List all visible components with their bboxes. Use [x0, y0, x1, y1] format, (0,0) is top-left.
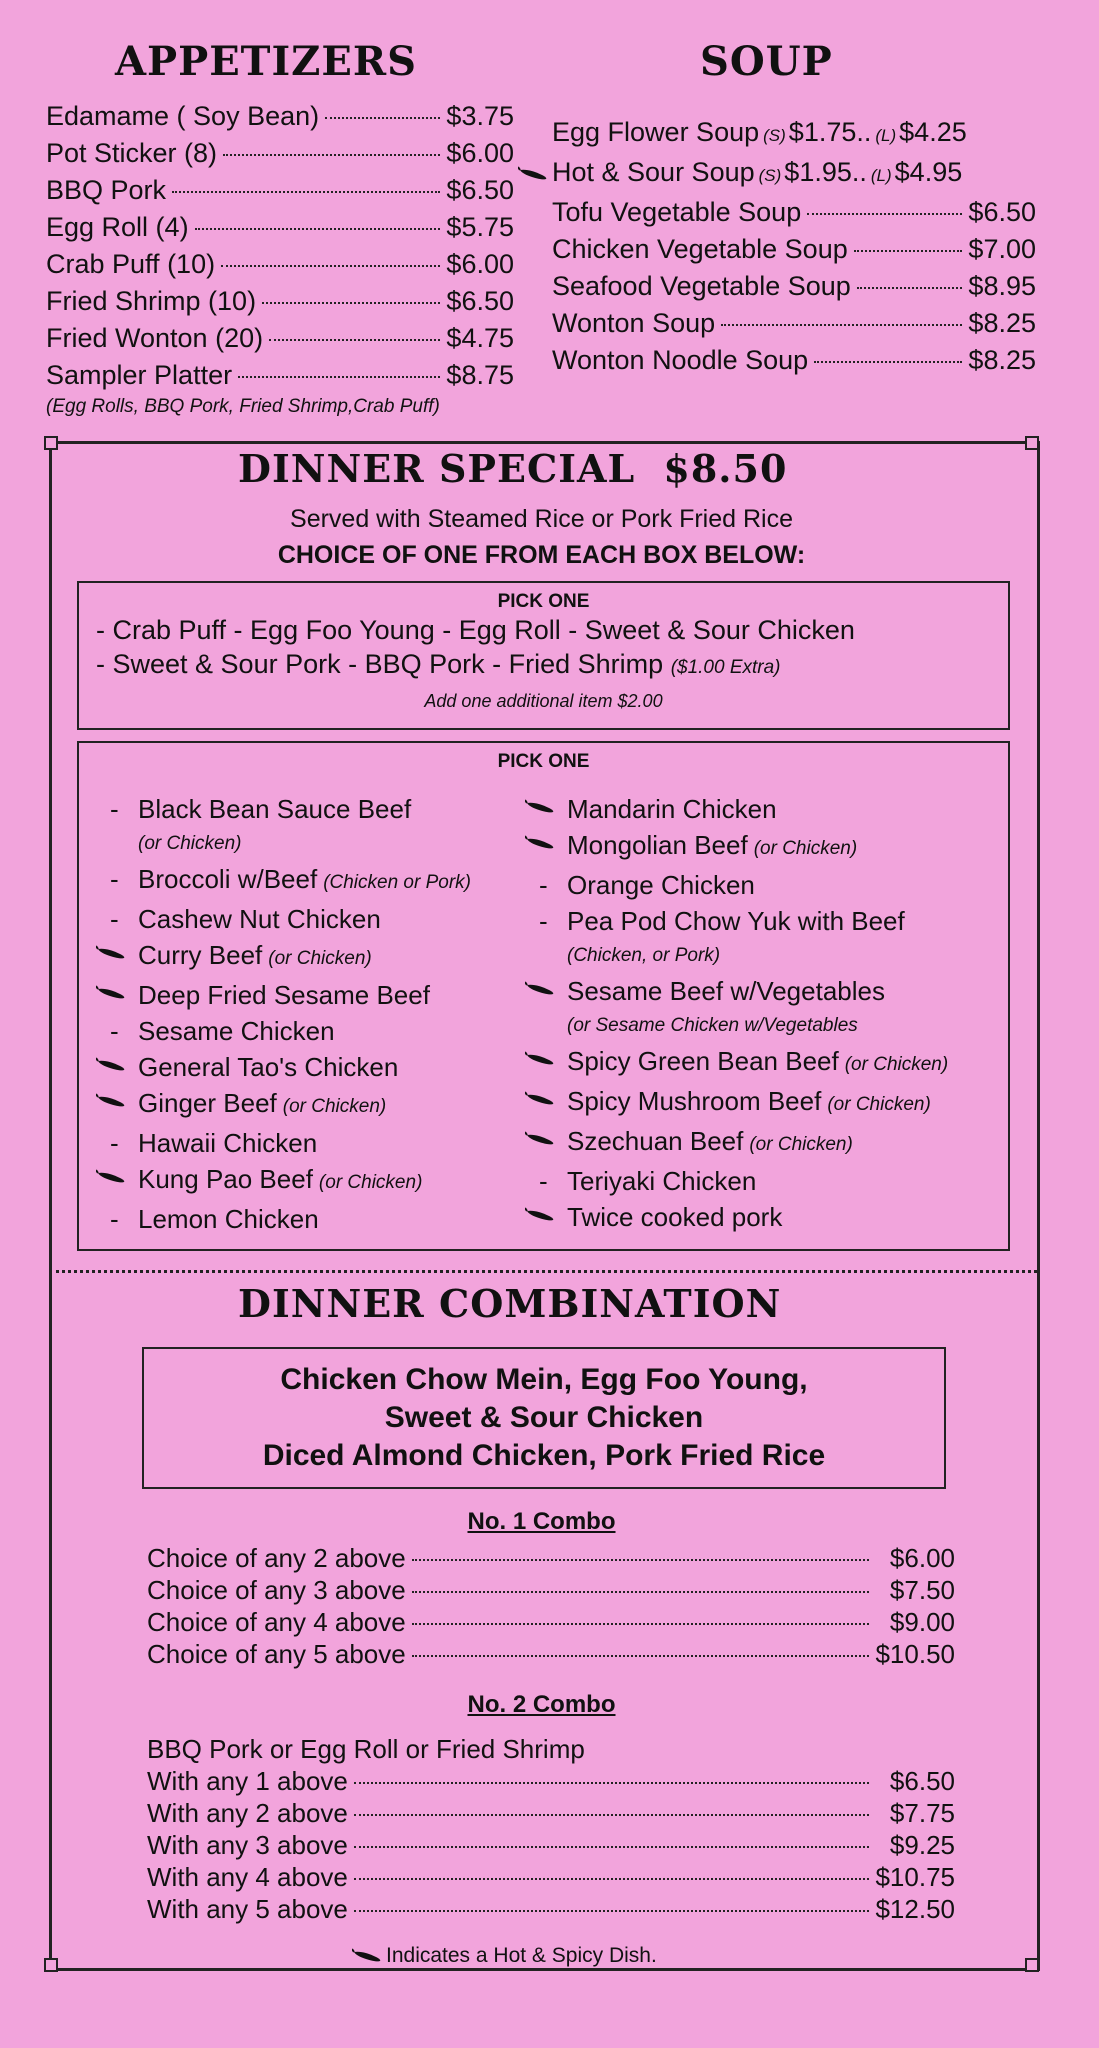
legend-text: Indicates a Hot & Spicy Dish. — [386, 1944, 657, 1967]
combination-box-lines — [144, 1361, 944, 1475]
combination-box — [142, 1347, 946, 1489]
sampler-note: (Egg Rolls, BBQ Pork, Fried Shrimp,Crab Puff) — [46, 396, 440, 417]
size-label: (L) — [870, 166, 892, 185]
dish-name: Deep Fried Sesame Beef — [138, 980, 430, 1010]
dish-name: Ginger Beef — [138, 1088, 277, 1118]
dot-leader — [814, 361, 962, 363]
combo-row — [147, 1606, 955, 1638]
dish-name: Mandarin Chicken — [567, 794, 777, 824]
list-item — [96, 861, 536, 901]
section-divider — [49, 1270, 1037, 1273]
pepper-icon — [525, 981, 555, 997]
pepper-icon — [96, 985, 126, 1001]
pick-list-right — [525, 791, 1005, 1235]
served-with: Served with Steamed Rice or Pork Fried Rice — [290, 505, 793, 533]
pepper-icon — [525, 1207, 555, 1223]
dish-name: Teriyaki Chicken — [567, 1166, 757, 1196]
item-price: $6.50 — [446, 286, 514, 316]
item-name: Fried Shrimp (10) — [46, 286, 257, 316]
item-name: Pot Sticker (8) — [46, 138, 218, 168]
dot-leader — [195, 228, 441, 230]
combo-row — [147, 1861, 955, 1893]
list-item — [96, 1161, 536, 1201]
combo-row — [147, 1574, 955, 1606]
dot-leader — [721, 324, 962, 326]
dish-note: (or Chicken) — [844, 1054, 949, 1075]
combo-label: Choice of any 2 above — [147, 1543, 406, 1573]
combo-row — [147, 1797, 955, 1829]
list-item — [96, 937, 536, 977]
combo2-intro: BBQ Pork or Egg Roll or Fried Shrimp — [147, 1734, 585, 1764]
menu-item — [46, 320, 514, 357]
item-name: Egg Flower Soup — [552, 117, 760, 147]
dot-leader — [412, 1655, 869, 1657]
item-price: $1.95.. — [784, 157, 867, 187]
combo-row — [147, 1542, 955, 1574]
combo-label: With any 2 above — [147, 1798, 348, 1828]
dot-leader — [354, 1846, 869, 1848]
dish-name: Spicy Mushroom Beef — [567, 1086, 822, 1116]
menu-item — [552, 305, 1036, 342]
item-price: $8.25 — [968, 308, 1036, 338]
dot-leader — [857, 287, 963, 289]
combo-row — [147, 1829, 955, 1861]
dot-leader — [807, 213, 962, 215]
menu-item — [552, 194, 1036, 231]
list-item — [96, 791, 536, 827]
box1-line1: - Crab Puff - Egg Foo Young - Egg Roll - Sweet & Sour Chicken — [96, 615, 855, 645]
add-note: Add one additional item $2.00 — [424, 691, 663, 711]
frame-corner — [44, 1958, 58, 1972]
item-price: $6.00 — [446, 138, 514, 168]
pick-one-title: PICK ONE — [497, 751, 590, 772]
list-item — [96, 1049, 536, 1085]
bullet: - — [539, 906, 548, 936]
soup-title: SOUP — [700, 38, 833, 85]
combo1-list — [147, 1542, 955, 1670]
combo1-title: No. 1 Combo — [467, 1508, 616, 1535]
item-price: $4.25 — [899, 117, 967, 147]
item-price: $8.95 — [968, 271, 1036, 301]
item-name: Tofu Vegetable Soup — [552, 197, 802, 227]
combo-price: $10.50 — [875, 1639, 955, 1669]
pepper-icon — [525, 1051, 555, 1067]
box1-line2-extra: ($1.00 Extra) — [670, 657, 781, 678]
item-price: $6.50 — [968, 197, 1036, 227]
list-item — [525, 1199, 1005, 1235]
item-name: Seafood Vegetable Soup — [552, 271, 851, 301]
pepper-icon — [96, 1057, 126, 1073]
menu-item — [552, 154, 1036, 194]
item-name: Crab Puff (10) — [46, 249, 216, 279]
bullet: - — [110, 1016, 119, 1046]
item-name: Chicken Vegetable Soup — [552, 234, 848, 264]
size-label: (S) — [758, 166, 782, 185]
combo-label: With any 5 above — [147, 1894, 348, 1924]
appetizers-list — [46, 98, 514, 394]
list-item — [96, 1085, 536, 1125]
soup-list — [552, 114, 1036, 379]
dish-note: (or Chicken) — [268, 948, 372, 969]
item-name: Hot & Sour Soup — [552, 157, 755, 187]
combo-price: $12.50 — [875, 1894, 955, 1924]
choice-line: CHOICE OF ONE FROM EACH BOX BELOW: — [277, 541, 806, 569]
item-price: $3.75 — [446, 101, 514, 131]
dot-leader — [412, 1591, 869, 1593]
dish-name: Twice cooked pork — [567, 1202, 783, 1232]
dish-name: Hawaii Chicken — [138, 1128, 318, 1158]
combo-price: $6.50 — [889, 1766, 955, 1796]
item-price: $4.95 — [894, 157, 963, 187]
spicy-legend — [352, 1944, 657, 1968]
bullet: - — [110, 904, 119, 934]
dot-leader — [325, 117, 440, 119]
dinner-special-heading — [238, 446, 787, 491]
list-item — [96, 977, 536, 1013]
dot-leader — [412, 1623, 869, 1625]
pepper-icon — [96, 1093, 126, 1109]
dot-leader — [262, 302, 440, 304]
list-item — [96, 901, 536, 937]
menu-item — [552, 114, 1036, 154]
pepper-icon — [518, 166, 548, 182]
dish-name: Lemon Chicken — [138, 1204, 319, 1234]
dot-leader — [412, 1559, 869, 1561]
dot-leader — [221, 265, 440, 267]
list-item — [96, 1201, 536, 1237]
dish-name: Spicy Green Bean Beef — [567, 1046, 839, 1076]
combo-label: Choice of any 4 above — [147, 1607, 406, 1637]
dish-name: Kung Pao Beef — [138, 1164, 313, 1194]
pick-list-left — [96, 791, 536, 1237]
pepper-icon — [96, 1169, 126, 1185]
dish-subline: (or Sesame Chicken w/Vegetables — [567, 1015, 858, 1036]
item-price: $8.75 — [446, 360, 514, 390]
combo2-list — [147, 1765, 955, 1925]
dot-leader — [354, 1910, 869, 1912]
dish-name: Sesame Beef w/Vegetables — [567, 976, 885, 1006]
size-label: (S) — [763, 126, 786, 145]
dinner-special-title: DINNER SPECIAL — [238, 446, 636, 491]
dish-note: (or Chicken) — [318, 1172, 423, 1193]
dot-leader — [854, 250, 963, 252]
combo-price: $6.00 — [889, 1543, 955, 1573]
item-price: $4.75 — [446, 323, 514, 353]
list-item — [525, 973, 1005, 1009]
list-item — [96, 1013, 536, 1049]
box1-line2 — [79, 647, 1008, 685]
dish-note: (or Chicken) — [749, 1134, 853, 1155]
list-item — [525, 1163, 1005, 1199]
menu-item — [46, 357, 514, 394]
pepper-icon — [525, 799, 555, 815]
size-label: (L) — [875, 126, 897, 145]
dish-note: (Chicken or Pork) — [323, 872, 472, 893]
pick-one-box-1 — [77, 581, 1010, 730]
combo-row — [147, 1893, 955, 1925]
menu-item — [46, 283, 514, 320]
list-item — [525, 1083, 1005, 1123]
appetizers-title: APPETIZERS — [115, 38, 417, 85]
dinner-combination-title: DINNER COMBINATION — [238, 1281, 782, 1326]
list-item — [525, 903, 1005, 939]
dish-name: Black Bean Sauce Beef — [138, 794, 412, 824]
list-item — [525, 1043, 1005, 1083]
dish-name: General Tao's Chicken — [138, 1052, 399, 1082]
item-name: Egg Roll (4) — [46, 212, 189, 242]
item-name: Wonton Soup — [552, 308, 716, 338]
menu-item — [552, 342, 1036, 379]
menu-item — [46, 98, 514, 135]
combo-label: Choice of any 3 above — [147, 1575, 406, 1605]
dot-leader — [354, 1878, 869, 1880]
combo-price: $9.00 — [889, 1607, 955, 1637]
combo-price: $10.75 — [875, 1862, 955, 1892]
menu-item — [46, 209, 514, 246]
dish-name: Orange Chicken — [567, 870, 755, 900]
menu-item — [46, 246, 514, 283]
item-price: $6.50 — [446, 175, 514, 205]
pick-one-box-2 — [77, 741, 1010, 1251]
pepper-icon — [525, 1091, 555, 1107]
combo-label: With any 1 above — [147, 1766, 348, 1796]
frame-corner — [44, 436, 58, 450]
item-price: $5.75 — [446, 212, 514, 242]
list-item — [525, 867, 1005, 903]
item-name: Edamame ( Soy Bean) — [46, 101, 320, 131]
bullet: - — [110, 864, 119, 894]
dinner-special-price: $8.50 — [663, 446, 788, 491]
item-name: Wonton Noodle Soup — [552, 345, 809, 375]
dish-name: Mongolian Beef — [567, 830, 748, 860]
dish-name: Broccoli w/Beef — [138, 864, 318, 894]
combo2-title: No. 2 Combo — [467, 1691, 616, 1718]
combo-price: $7.75 — [889, 1798, 955, 1828]
pepper-icon — [525, 835, 555, 851]
dish-name: Curry Beef — [138, 940, 263, 970]
pepper-icon — [96, 945, 126, 961]
dot-leader — [269, 339, 440, 341]
menu-item — [46, 135, 514, 172]
pepper-icon — [352, 1948, 382, 1964]
bullet: - — [110, 1204, 119, 1234]
item-price: $7.00 — [968, 234, 1036, 264]
menu-item — [552, 231, 1036, 268]
list-item — [96, 1125, 536, 1161]
combo-row — [147, 1638, 955, 1670]
dot-leader — [223, 154, 440, 156]
dish-note: (or Chicken) — [827, 1094, 931, 1115]
combo-label: Choice of any 5 above — [147, 1639, 406, 1669]
dot-leader — [238, 376, 440, 378]
dish-name: Pea Pod Chow Yuk with Beef — [567, 906, 905, 936]
menu-item — [46, 172, 514, 209]
dot-leader — [354, 1814, 869, 1816]
dish-subline: (Chicken, or Pork) — [567, 945, 721, 966]
item-name: Fried Wonton (20) — [46, 323, 264, 353]
item-price: $8.25 — [968, 345, 1036, 375]
bullet: - — [539, 1166, 548, 1196]
combo-label: With any 3 above — [147, 1830, 348, 1860]
item-price: $1.75.. — [788, 117, 872, 147]
pick-one-title: PICK ONE — [497, 591, 590, 612]
pepper-icon — [525, 1131, 555, 1147]
combination-line: Chicken Chow Mein, Egg Foo Young, — [280, 1363, 808, 1396]
dish-name: Szechuan Beef — [567, 1126, 744, 1156]
dish-subline: (or Chicken) — [138, 833, 242, 854]
bullet: - — [539, 870, 548, 900]
dish-note: (or Chicken) — [282, 1096, 387, 1117]
item-price: $6.00 — [446, 249, 514, 279]
combination-line: Diced Almond Chicken, Pork Fried Rice — [262, 1439, 826, 1472]
combo-price: $9.25 — [889, 1830, 955, 1860]
frame-corner — [1025, 436, 1039, 450]
bullet: - — [110, 794, 119, 824]
item-name: Sampler Platter — [46, 360, 233, 390]
dish-name: Cashew Nut Chicken — [138, 904, 381, 934]
bullet: - — [110, 1128, 119, 1158]
combo-price: $7.50 — [889, 1575, 955, 1605]
box1-line2-text: - Sweet & Sour Pork - BBQ Pork - Fried Shrimp — [96, 649, 664, 679]
combo-row — [147, 1765, 955, 1797]
dish-note: (or Chicken) — [753, 838, 858, 859]
frame-corner — [1025, 1958, 1039, 1972]
combination-line: Sweet & Sour Chicken — [384, 1401, 704, 1434]
list-item — [525, 791, 1005, 827]
dot-leader — [354, 1782, 869, 1784]
dot-leader — [172, 191, 440, 193]
list-item — [525, 1123, 1005, 1163]
combo-label: With any 4 above — [147, 1862, 348, 1892]
list-item — [525, 827, 1005, 867]
menu-item — [552, 268, 1036, 305]
dish-name: Sesame Chicken — [138, 1016, 335, 1046]
item-name: BBQ Pork — [46, 175, 167, 205]
